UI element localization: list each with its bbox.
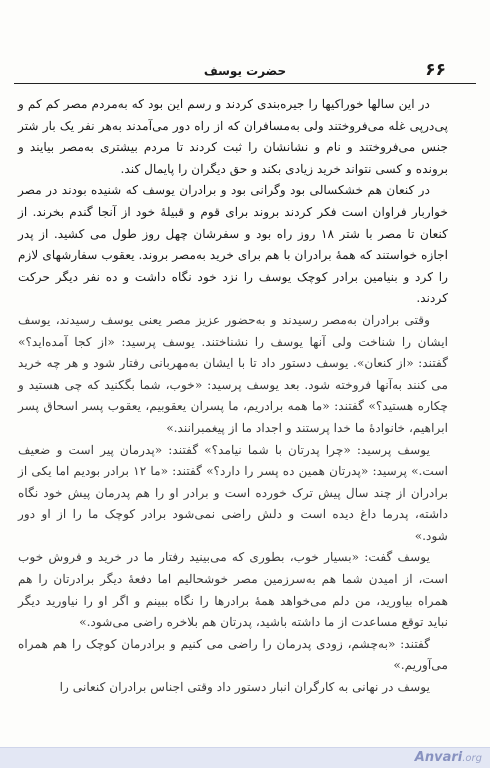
watermark-suffix: .org [462,753,482,764]
page-header [14,58,476,82]
paragraph-2: در کنعان هم خشکسالی بود وگرانی بود و برادران یوسف که شنیده بودند در مصر خواربار فراوان است فکر کردند بروند برای قوم و قبیلهٔ خود از آنجا گندم بخرند. از کنعان تا مصر با شتر ۱۸ روز راه بود و سفرشان چهل روز طول می کشید. از پدر اجازه خواستند که همهٔ برادران با هم برای خرید به‌مصر بروند. یعقوب سفارشهای لازم را کرد و بنیامین برادر کوچک یوسف را نزد خود نگاه داشت و ده نفر دیگر حرکت کردند. [18,183,448,306]
paragraph-1: در این سالها خوراکیها را جیره‌بندی کردند و رسم این بود که به‌مردم مصر کم کم و پی‌درپی غله می‌فروختند ولی به‌مسافران که از راه دور می‌آمدند به‌هر نفر یک بار شتر جنس می‌فروختند و نام و نشانشان را ثبت کردند تا مردم بیشتری به‌مصر بیایند و برونده و کسی نتواند خرید زیادی بکند و حق دیگران را پایمال کند. [18,97,448,176]
paragraph-3: وقتی برادران به‌مصر رسیدند و به‌حضور عزیز مصر یعنی یوسف رسیدند، یوسف ایشان را شناخت ولی آنها یوسف را نشناختند. یوسف پرسید: «از کجا آمده‌اید؟» گفتند: «از کنعان». یوسف دستور داد تا با ایشان به‌مهربانی رفتار شود و هر چه خرید می کنند به‌آنها فروخته شود. بعد یوسف پرسید: «خوب، شما بگکنید که چی هستید و چکاره هستید؟» گفتند: «ما همه برادریم، ما پسران یعقوبیم، یعقوب پسر اسحاق پسر ابراهیم، خانوادهٔ ما خدا پرستند و اجداد ما از پیغمبرانند.» [18,312,448,435]
paragraph-4: یوسف پرسید: «چرا پدرتان با شما نیامد؟» گفتند: «پدرمان پیر است و ضعیف است.» پرسید: «پدرتان همین ده پسر را دارد؟» گفتند: «ما ۱۲ برادر بودیم اما یکی از برادران از چند سال پیش ترک خورده است و برادر او را هم پدرمان پیش خود نگاه داشته، پدرما داغ دیده است و دلش راضی نمی‌شود برادر کوچک ما را از او دور شود.» [18,442,448,543]
page-number: ۶۶ [425,60,446,80]
header-rule [14,83,476,84]
watermark-logo [415,750,482,765]
running-head-title: حضرت یوسف [203,64,287,78]
paragraph-7: یوسف در نهانی به کارگران انبار دستور داد وقتی اجناس برادران کنعانی را [59,680,430,695]
watermark-brand: Anvari [414,750,463,765]
paragraph-5: یوسف گفت: «بسیار خوب، بطوری که می‌بینید رفتار ما در خرید و فروش خوب است، از امیدن شما هم به‌سرزمین مصر خوشحالیم اما دفعهٔ دیگر برادرتان را هم همراه بیاورید، من دلم می‌خواهد همهٔ برادرها را نگاه ببینم و اگر او را نیاورید دیگر نباید توقع مساعدت از ما داشته باشید، پدرتان هم بلاخره راضی می‌شود.» [18,550,448,630]
text-body [18,94,448,699]
paragraph-6: گفتند: «به‌چشم، زودی پدرمان را راضی می کنیم و برادرمان کوچک را هم همراه می‌آوریم.» [18,636,448,673]
footer-watermark-bar [0,747,490,768]
